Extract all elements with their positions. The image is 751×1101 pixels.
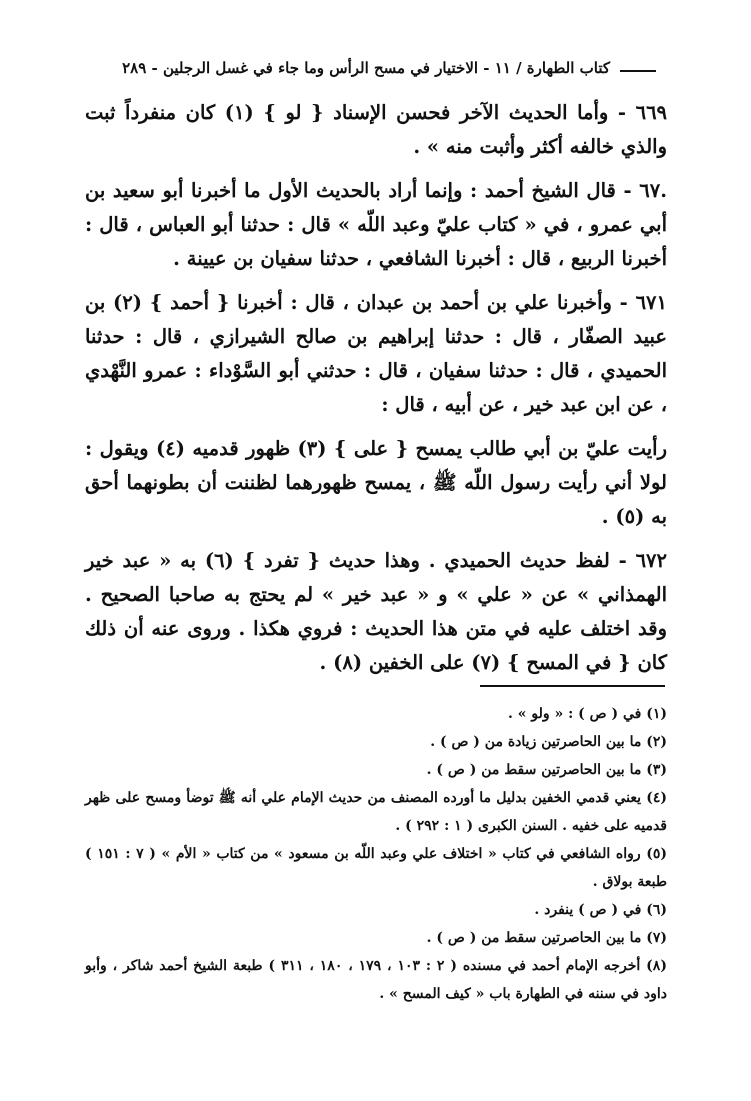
paragraph-670: .٦٧ - قال الشيخ أحمد : وإنما أراد بالحديث الأول ما أخبرنا أبو سعيد بن أبي عمرو ، في « كتاب عليّ وعبد اللّه » قال : حدثنا أبو العباس ، قال : أخبرنا الربيع ، قال : أخبرنا الشافعي ، حدثنا سفيان بن عيينة . — [85, 179, 667, 270]
paragraph-669: ٦٦٩ - وأما الحديث الآخر فحسن الإسناد { لو } (١) كان منفرداً ثبت والذي خالفه أكثر وأثبت منه » . — [85, 101, 668, 158]
footnotes — [85, 700, 667, 1008]
footnote-6: (٦) في ( ص ) ينفرد . — [534, 902, 667, 918]
footnote-5: (٥) رواه الشافعي في كتاب « اختلاف علي وعبد اللّه بن مسعود » من كتاب « الأم » ( ٧ : ١٥١ ) طبعة بولاق . — [85, 846, 668, 890]
running-head: كتاب الطهارة / ١١ - الاختيار في مسح الرأس وما جاء في غسل الرجلين - ٢٨٩ — [122, 59, 610, 77]
footnote-2: (٢) ما بين الحاصرتين زيادة من ( ص ) . — [430, 734, 667, 750]
main-text — [85, 96, 667, 690]
paragraph-hadith-quote: رأيت عليّ بن أبي طالب يمسح { على } (٣) ظهور قدميه (٤) ويقول : لولا أني رأيت رسول اللّه ﷺ ، يمسح ظهورهما لظننت أن بطونهما أحق به (٥) . — [85, 437, 667, 528]
footnote-rule — [480, 685, 665, 687]
footnote-7: (٧) ما بين الحاصرتين سقط من ( ص ) . — [426, 930, 667, 946]
header-rule — [620, 70, 656, 72]
footnote-3: (٣) ما بين الحاصرتين سقط من ( ص ) . — [426, 762, 667, 778]
footnote-1: (١) في ( ص ) : « ولو » . — [508, 706, 667, 722]
footnote-4: (٤) يعني قدمي الخفين بدليل ما أورده المصنف من حديث الإمام علي أنه ﷺ توضأ ومسح على ظهر قدميه على خفيه . السنن الكبرى ( ١ : ٢٩٢ ) . — [85, 790, 667, 834]
paragraph-671: ٦٧١ - وأخبرنا علي بن أحمد بن عبدان ، قال : أخبرنا { أحمد } (٢) بن عبيد الصفّار ، قال : حدثنا إبراهيم بن صالح الشيرازي ، قال : حدثنا الحميدي ، قال : حدثنا سفيان ، قال : حدثني أبو السَّوْداء : عمرو النَّهْدي ، عن ابن عبد خير ، عن أبيه ، قال : — [85, 291, 667, 416]
paragraph-672: ٦٧٢ - لفظ حديث الحميدي . وهذا حديث { تفرد } (٦) به « عبد خير الهمذاني » عن « علي » و « عبد خير » لم يحتج به صاحبا الصحيح . وقد اختلف عليه في متن هذا الحديث : فروي هكذا . وروى عنه أن ذلك كان { في المسح } (٧) على الخفين (٨) . — [85, 549, 667, 674]
footnote-8: (٨) أخرجه الإمام أحمد في مسنده ( ٢ : ١٠٣ ، ١٧٩ ، ١٨٠ ، ٣١١ ) طبعة الشيخ أحمد شاكر ، وأبو داود في سننه في الطهارة باب « كيف المسح » . — [85, 958, 667, 1002]
